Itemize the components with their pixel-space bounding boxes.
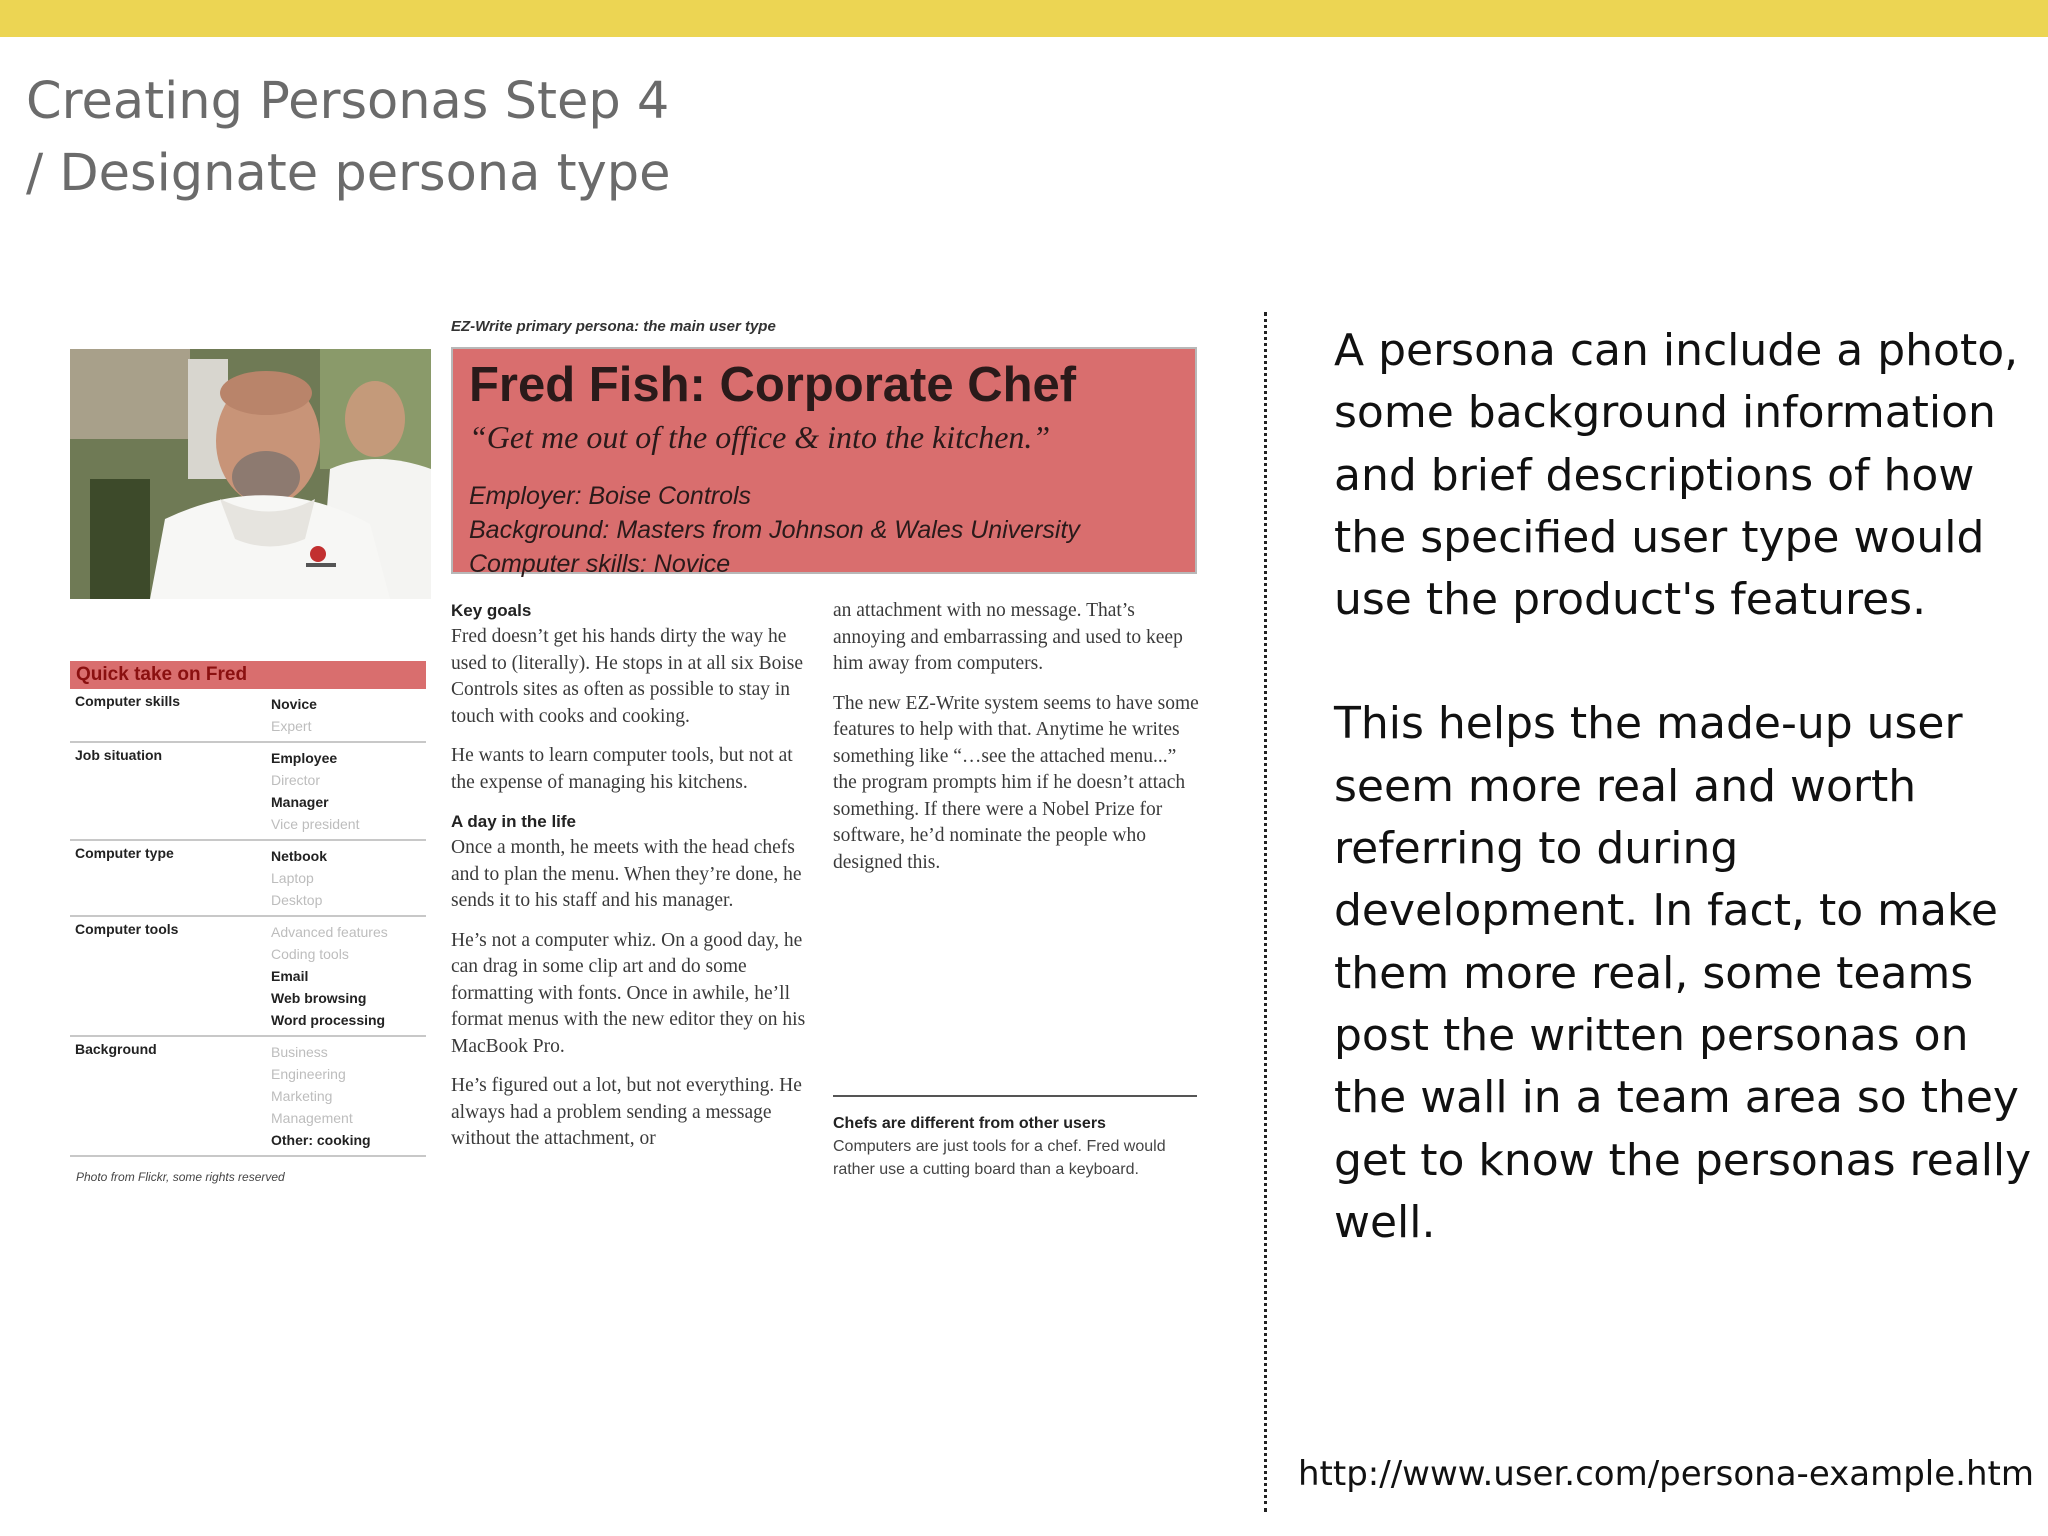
quick-take-options [271,1041,426,1151]
quick-take-option: Email [271,968,309,984]
persona-column-1 [451,598,821,1166]
key-goals-paragraph-1: Fred doesn’t get his hands dirty the way he used to (literally). He stops in at all six Boise Controls sites as often as possible to stay in touch with cooks and cooking. [451,626,804,727]
quick-take-label: Computer skills [75,693,181,709]
quick-take-option: Marketing [271,1088,333,1104]
explanation-text [1334,320,2034,1316]
persona-column-2 [833,598,1203,889]
persona-caption: EZ-Write primary persona: the main user type [451,318,776,335]
quick-take-option: Coding tools [271,946,349,962]
quick-take-label: Job situation [75,747,163,763]
column-2-paragraph-1: an attachment with no message. That’s annoying and embarrassing and used to keep him away from computers. [833,600,1183,674]
quick-take-option: Novice [271,696,317,712]
quick-take-option: Manager [271,794,329,810]
quick-take-option: Web browsing [271,990,367,1006]
quick-take-option: Netbook [271,848,327,864]
persona-side-note [833,1095,1197,1181]
quick-take-options [271,693,426,737]
day-in-life-heading: A day in the life [451,812,577,831]
quick-take-option: Expert [271,718,312,734]
column-2-paragraph-2: The new EZ-Write system seems to have some features to help with that. Anytime he writes something like “…see the attached menu...” the program prompts him if he doesn’t attach something. If there were a Nobel Prize for software, he’d nominate the people who designed this. [833,692,1199,873]
persona-skills: Computer skills: Novice [469,550,731,578]
top-accent-bar [0,0,2048,37]
quick-take-heading: Quick take on Fred [70,661,426,689]
day-in-life-paragraph-2: He’s not a computer whiz. On a good day, he can drag in some clip art and do some formatting with fonts. Once in awhile, he’ll format menus with the new editor they on his MacBook Pro. [451,929,806,1057]
persona-banner [451,347,1197,578]
persona-quote: “Get me out of the office & into the kitchen.” [469,419,1051,455]
quick-take-row [70,917,426,1037]
quick-take-panel [70,661,426,1157]
source-url: http://www.user.com/persona-example.htm [1298,1454,2034,1494]
quick-take-label: Computer type [75,845,174,861]
quick-take-option: Business [271,1044,328,1060]
persona-background: Background: Masters from Johnson & Wales University [469,516,1080,544]
quick-take-option: Engineering [271,1066,346,1082]
quick-take-option: Management [271,1110,353,1126]
photo-credit: Photo from Flickr, some rights reserved [76,1170,285,1184]
quick-take-options [271,921,426,1031]
key-goals-paragraph-2: He wants to learn computer tools, but not at the expense of managing his kitchens. [451,745,793,793]
quick-take-option: Director [271,772,321,788]
explanation-paragraph-1: A persona can include a photo, some background information and brief descriptions of how the specified user type would use the product's features. [1334,325,2019,626]
quick-take-row [70,1037,426,1157]
quick-take-option: Advanced features [271,924,388,940]
quick-take-option: Vice president [271,816,360,832]
quick-take-option: Laptop [271,870,314,886]
quick-take-option: Employee [271,750,338,766]
persona-details [469,479,1179,581]
slide-title-line-1: Creating Personas Step 4 [26,72,670,131]
persona-name: Fred Fish: Corporate Chef [469,358,1077,412]
quick-take-option: Word processing [271,1012,386,1028]
dotted-divider [1264,312,1267,1512]
slide-title-line-2: / Designate persona type [26,144,671,203]
day-in-life-paragraph-1: Once a month, he meets with the head chefs and to plan the menu. When they’re done, he sends it to his staff and his manager. [451,837,802,911]
side-note-body: Computers are just tools for a chef. Fred would rather use a cutting board than a keyboard. [833,1138,1166,1178]
quick-take-row [70,689,426,743]
quick-take-options [271,845,426,911]
quick-take-option: Other: cooking [271,1132,371,1148]
quick-take-label: Computer tools [75,921,179,937]
persona-employer: Employer: Boise Controls [469,482,752,510]
day-in-life-paragraph-3: He’s figured out a lot, but not everything. He always had a problem sending a message without the attachment, or [451,1075,802,1149]
quick-take-row [70,841,426,917]
key-goals-heading: Key goals [451,601,532,620]
quick-take-options [271,747,426,835]
quick-take-rows [70,689,426,1157]
quick-take-row [70,743,426,841]
explanation-paragraph-2: This helps the made-up user seem more real and worth referring to during development. In fact, to make them more real, some teams post the written personas on the wall in a team area so they get to know the personas really well. [1334,698,2032,1248]
persona-photo [70,349,431,599]
slide-title [26,66,671,210]
side-note-heading: Chefs are different from other users [833,1115,1106,1132]
quick-take-option: Desktop [271,892,323,908]
quick-take-label: Background [75,1041,157,1057]
